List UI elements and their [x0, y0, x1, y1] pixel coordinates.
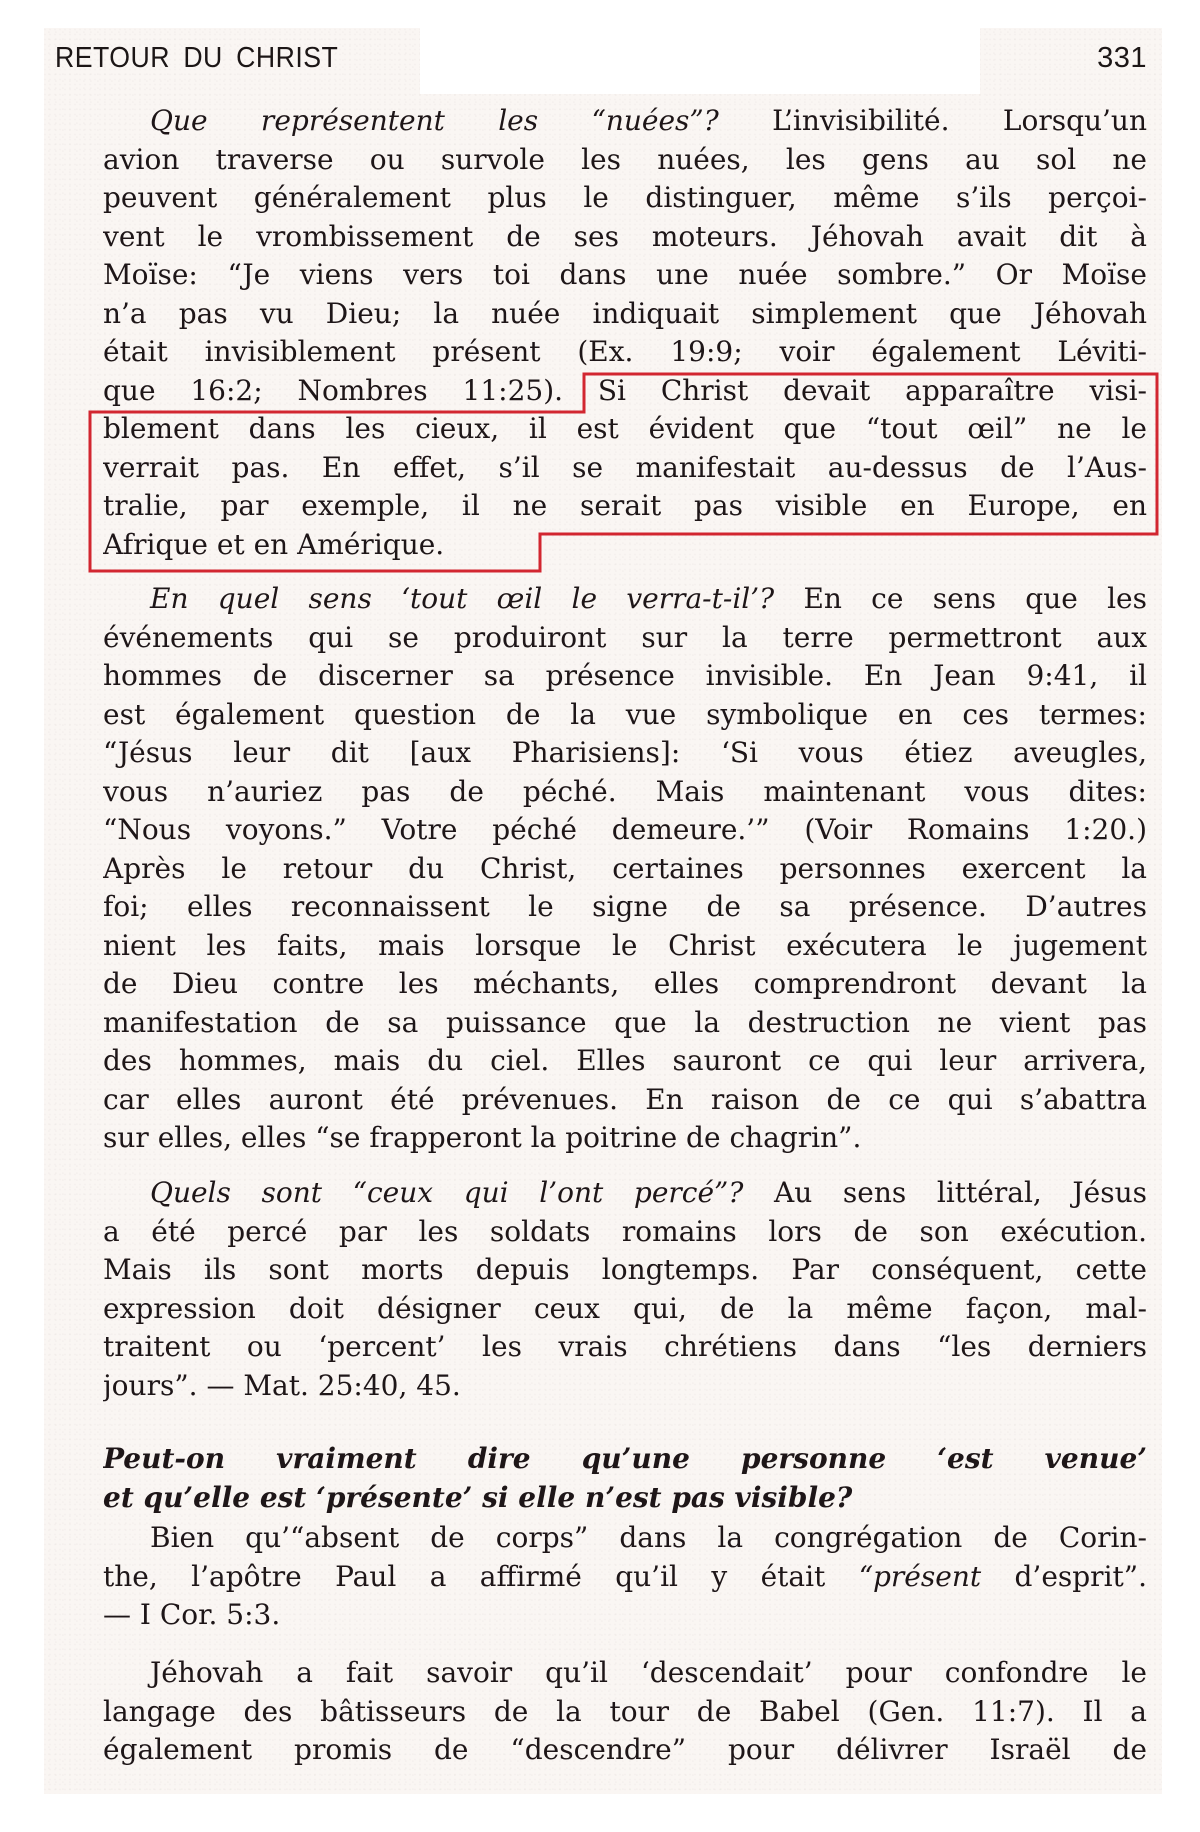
text-line: [103, 811, 1147, 850]
text-line: [103, 487, 1147, 526]
text-segment: manifestation de sa puissance que la destruction ne vient pas: [103, 1005, 1147, 1039]
text-segment: “Nous voyons.” Votre péché demeure.’” (Voir Romains 1:20.): [103, 813, 1147, 846]
text-segment: avion traverse ou survole les nuées, les gens au sol ne: [103, 142, 1147, 176]
text-line: [103, 619, 1147, 658]
text-segment: Afrique et en Amérique.: [103, 527, 445, 561]
text-line: [103, 1213, 1147, 1252]
text-line: [103, 1367, 1147, 1406]
text-line: [103, 696, 1147, 735]
paragraph-nuees: [103, 102, 1147, 564]
text-line: [103, 1004, 1147, 1043]
text-segment: blement dans les cieux, il est évident que “tout œil” ne le: [103, 412, 1147, 445]
section-heading: [103, 1440, 1147, 1517]
text-segment: langage des bâtisseurs de la tour de Babel (Gen. 11:7). Il a: [103, 1694, 1147, 1728]
text-line: [103, 965, 1147, 1004]
text-segment: En ce sens que les: [774, 582, 1147, 615]
text-segment: tralie, par exemple, il ne serait pas visible en Europe, en: [103, 489, 1147, 522]
text-line: [103, 1654, 1147, 1693]
text-segment: Bien qu’“absent de corps” dans la congrégation de Corin-: [150, 1521, 1147, 1554]
text-line: [103, 333, 1147, 372]
text-line: [103, 1081, 1147, 1120]
text-segment: événements qui se produiront sur la terre permettront aux: [103, 620, 1147, 654]
text-line: [103, 410, 1147, 449]
text-segment: Au sens littéral, Jésus: [743, 1176, 1147, 1209]
text-line: [103, 657, 1147, 696]
text-line: [103, 526, 1147, 565]
text-segment: nient les faits, mais lorsque le Christ exécutera le jugement: [103, 928, 1147, 962]
text-line: [103, 256, 1147, 295]
text-line: [103, 888, 1147, 927]
text-line: [103, 1558, 1147, 1597]
text-line: [103, 1519, 1147, 1558]
text-segment: verrait pas. En effet, s’il se manifestait au-dessus de l’Aus-: [103, 450, 1147, 484]
text-segment: également promis de “descendre” pour délivrer Israël de: [103, 1733, 1147, 1766]
italic-text: Quels sont “ceux qui l’ont percé”?: [150, 1176, 744, 1209]
text-line: [103, 218, 1147, 257]
text-segment: des hommes, mais du ciel. Elles sauront ce qui leur arrivera,: [103, 1044, 1147, 1077]
text-segment: d’esprit”.: [981, 1559, 1147, 1593]
text-line: [103, 449, 1147, 488]
text-line: [103, 1174, 1147, 1213]
text-line: [103, 927, 1147, 966]
italic-text: Que représentent les “nuées”?: [150, 104, 719, 137]
header-gap: [420, 28, 980, 94]
text-line: [103, 179, 1147, 218]
running-head-title: RETOUR DU CHRIST: [55, 42, 339, 74]
text-segment: traitent ou ‘percent’ les vrais chrétiens dans “les derniers: [103, 1330, 1147, 1363]
paragraph-descendait: [103, 1654, 1147, 1770]
text-segment: hommes de discerner sa présence invisible. En Jean 9:41, il: [103, 659, 1147, 692]
text-line: [103, 850, 1147, 889]
text-line: [103, 1596, 1147, 1635]
paragraph-ceux-qui-lont-perce: [103, 1174, 1147, 1405]
heading-line: [103, 1440, 1147, 1479]
text-line: [103, 372, 1147, 411]
text-segment: the, l’apôtre Paul a affirmé qu’il y était: [103, 1559, 859, 1593]
text-segment: Peut-on vraiment dire qu’une personne ‘est venue’: [103, 1442, 1147, 1475]
text-segment: Moïse: “Je viens vers toi dans une nuée sombre.” Or Moïse: [103, 258, 1147, 291]
text-line: [103, 141, 1147, 180]
text-segment: que 16:2; Nombres 11:25). Si Christ devait apparaître visi-: [103, 373, 1147, 407]
text-line: [103, 295, 1147, 334]
paragraph-absent-de-corps: [103, 1519, 1147, 1635]
text-line: [103, 1328, 1147, 1367]
text-segment: de Dieu contre les méchants, elles comprendront devant la: [103, 967, 1147, 1000]
text-segment: “Jésus leur dit [aux Pharisiens]: ‘Si vous étiez aveugles,: [103, 736, 1147, 769]
text-line: [103, 1731, 1147, 1770]
text-line: [103, 1119, 1147, 1158]
text-line: [103, 102, 1147, 141]
text-line: [103, 1251, 1147, 1290]
text-segment: n’a pas vu Dieu; la nuée indiquait simplement que Jéhovah: [103, 296, 1147, 330]
text-segment: et qu’elle est ‘présente’ si elle n’est pas visible?: [103, 1480, 853, 1514]
text-segment: — I Cor. 5:3.: [103, 1598, 281, 1631]
text-line: [103, 1042, 1147, 1081]
text-segment: Après le retour du Christ, certaines personnes exercent la: [103, 851, 1147, 885]
italic-text: En quel sens ‘tout œil le verra-t-il’?: [150, 582, 775, 615]
text-segment: L’invisibilité. Lorsqu’un: [718, 104, 1147, 137]
text-segment: Jéhovah a fait savoir qu’il ‘descendait’ pour confondre le: [150, 1656, 1147, 1689]
text-line: [103, 773, 1147, 812]
text-segment: sur elles, elles “se frapperont la poitrine de chagrin”.: [103, 1121, 862, 1154]
italic-text: “présent: [858, 1559, 982, 1593]
page-number: 331: [1097, 42, 1147, 74]
text-segment: était invisiblement présent (Ex. 19:9; voir également Léviti-: [103, 335, 1147, 368]
text-segment: Mais ils sont morts depuis longtemps. Par conséquent, cette: [103, 1253, 1147, 1286]
text-segment: vous n’auriez pas de péché. Mais maintenant vous dites:: [103, 774, 1147, 808]
text-line: [103, 580, 1147, 619]
heading-line: [103, 1479, 1147, 1518]
paragraph-tout-oeil: [103, 580, 1147, 1158]
text-segment: vent le vrombissement de ses moteurs. Jéhovah avait dit à: [103, 219, 1147, 253]
text-segment: a été percé par les soldats romains lors de son exécution.: [103, 1214, 1147, 1248]
text-segment: jours”. — Mat. 25:40, 45.: [103, 1368, 461, 1402]
text-segment: car elles auront été prévenues. En raison de ce qui s’abattra: [103, 1082, 1147, 1116]
text-segment: peuvent généralement plus le distinguer, même s’ils perçoi-: [103, 181, 1147, 214]
text-line: [103, 1693, 1147, 1732]
text-segment: foi; elles reconnaissent le signe de sa présence. D’autres: [103, 890, 1147, 923]
text-segment: est également question de la vue symbolique en ces termes:: [103, 697, 1147, 731]
text-segment: expression doit désigner ceux qui, de la même façon, mal-: [103, 1291, 1147, 1325]
text-line: [103, 1290, 1147, 1329]
text-line: [103, 734, 1147, 773]
